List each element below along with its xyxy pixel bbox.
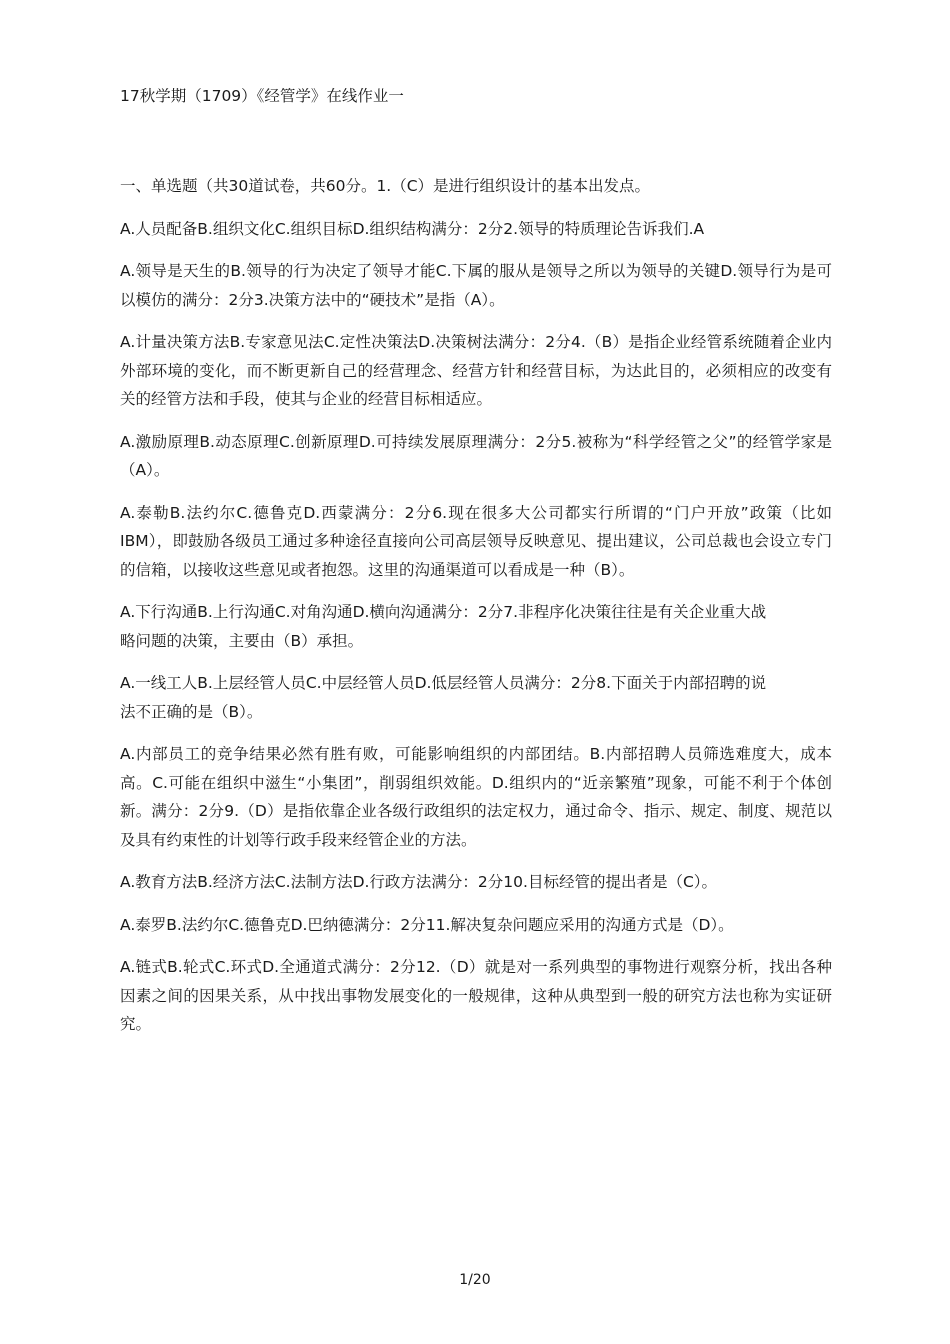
paragraph-9: A.内部员工的竞争结果必然有胜有败，可能影响组织的内部团结。B.内部招聘人员筛选难度大，成本高。C.可能在组织中滋生“小集团”，削弱组织效能。D.组织内的“近亲繁殖”现象，可能不利于个体创新。满分：2分9.（D）是指依靠企业各级行政组织的法定权力，通过命令、指示、规定、制度、规范以及具有约束性的计划等行政手段来经管企业的方法。	[120, 745, 832, 849]
paragraph-8: A.一线工人B.上层经管人员C.中层经管人员D.低层经管人员满分：2分8.下面关于内部招聘的说法不正确的是（B）。	[120, 674, 767, 721]
page-number: 1/20	[459, 1272, 491, 1288]
paragraph-3: A.领导是天生的B.领导的行为决定了领导才能C.下属的服从是领导之所以为领导的关键D.领导行为是可以模仿的满分：2分3.决策方法中的“硬技术”是指（A）。	[120, 262, 832, 309]
paragraph-2: A.人员配备B.组织文化C.组织目标D.组织结构满分：2分2.领导的特质理论告诉我们.A	[120, 219, 705, 238]
paragraph-12: A.链式B.轮式C.环式D.全通道式满分：2分12.（D）就是对一系列典型的事物进行观察分析，找出各种因素之间的因果关系，从中找出事物发展变化的一般规律，这种从典型到一般的研究方法也称为实证研究。	[120, 958, 832, 1033]
document-title: 17秋学期（1709）《经管学》在线作业一	[120, 87, 404, 105]
paragraph-5: A.激励原理B.动态原理C.创新原理D.可持续发展原理满分：2分5.被称为“科学经管之父”的经管学家是（A）。	[120, 432, 832, 479]
paragraph-11: A.泰罗B.法约尔C.德鲁克D.巴纳德满分：2分11.解决复杂问题应采用的沟通方式是（D）。	[120, 915, 734, 934]
document-body	[120, 172, 832, 1053]
paragraph-6: A.泰勒B.法约尔C.德鲁克D.西蒙满分：2分6.现在很多大公司都实行所谓的“门户开放”政策（比如IBM），即鼓励各级员工通过多种途径直接向公司高层领导反映意见、提出建议，公司总裁也会设立专门的信箱，以接收这些意见或者抱怨。这里的沟通渠道可以看成是一种（B）。	[120, 503, 832, 579]
paragraph-7: A.下行沟通B.上行沟通C.对角沟通D.横向沟通满分：2分7.非程序化决策往往是有关企业重大战略问题的决策，主要由（B）承担。	[120, 603, 767, 650]
paragraph-10: A.教育方法B.经济方法C.法制方法D.行政方法满分：2分10.目标经管的提出者是（C）。	[120, 873, 718, 891]
paragraph-4: A.计量决策方法B.专家意见法C.定性决策法D.决策树法满分：2分4.（B）是指企业经管系统随着企业内外部环境的变化，而不断更新自己的经营理念、经营方针和经营目标，为达此目的，必须相应的改变有关的经管方法和手段，使其与企业的经营目标相适应。	[120, 333, 832, 408]
paragraph-1: 一、单选题（共30道试卷，共60分。1.（C）是进行组织设计的基本出发点。	[120, 177, 651, 195]
